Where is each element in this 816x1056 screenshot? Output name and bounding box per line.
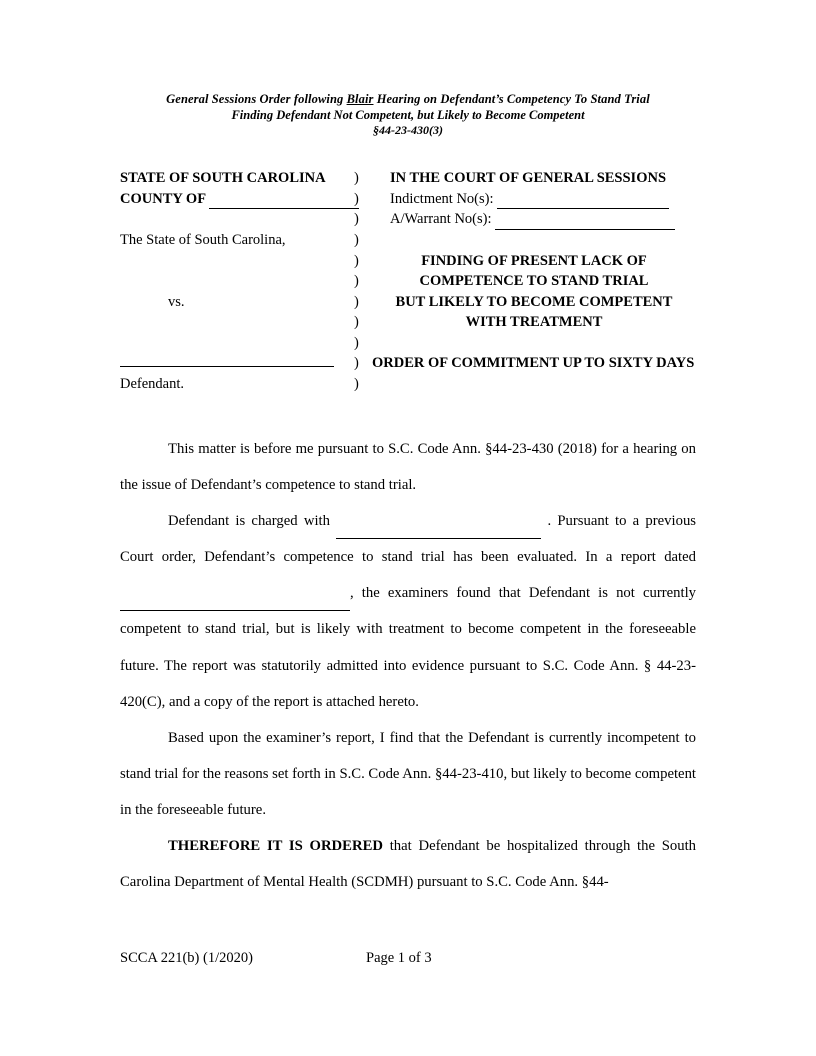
header-line-1-underlined: Blair [346,92,374,106]
caption-paren-column [354,168,372,394]
charge-blank[interactable] [336,525,541,539]
body-paragraph-2 [120,503,696,720]
body-paragraph-3: Based upon the examiner’s report, I find that the Defendant is currently incompetent to stand trial for the reasons set forth in S.C. Code Ann. §44-23-410, but likely to become competent in the foreseeable future. [120,729,696,819]
caption-spacer-5 [120,333,354,354]
page-number: Page 1 of 3 [366,950,432,966]
caption-paren-6: ) [354,273,359,290]
caption-title-line-1: FINDING OF PRESENT LACK OF [421,252,647,269]
caption-spacer-4 [120,312,354,333]
body-p2-part-c: , the examiners found that Defendant is not currently competent to stand trial, but is likely with treatment to become competent in the foreseeable future. The report was statutorily admitted into evidence pursuant to S.C. Code Ann. § 44-23-420(C), and a copy of the report is attached hereto. [120,585,696,710]
warrant-number-blank[interactable] [495,215,675,230]
caption-right-spacer-1 [372,230,696,251]
caption-paren-3: ) [354,211,359,228]
header-line-1-pre: General Sessions Order following [166,92,347,106]
caption-spacer-1 [120,209,354,230]
document-header [120,92,696,138]
caption-county-label: COUNTY OF [120,190,206,207]
caption-court: IN THE COURT OF GENERAL SESSIONS [390,170,667,187]
caption-paren-2: ) [354,190,359,207]
document-content [120,92,696,901]
caption-indictment [372,189,696,210]
caption-indictment-label: Indictment No(s): [390,190,494,207]
caption-defendant-signature-line[interactable] [120,353,354,374]
caption-right-spacer-3 [372,374,696,395]
caption-paren-5: ) [354,252,359,269]
caption-paren-1: ) [354,170,359,187]
caption-right-spacer-2 [372,333,696,354]
caption-right-column [372,168,696,394]
caption-vs: vs. [168,293,185,310]
body-paragraph-1: This matter is before me pursuant to S.C. Code Ann. §44-23-430 (2018) for a hearing on the issue of Defendant’s competence to stand trial. [120,440,696,493]
body-p4-rest: that Defendant be hospitalized through the South Carolina Department of Mental Health (SCDMH) pursuant to S.C. Code Ann. §44- [120,838,696,891]
caption-state: STATE OF SOUTH CAROLINA [120,170,326,187]
body-paragraph-4 [120,828,696,900]
caption-paren-7: ) [354,293,359,310]
caption-county-blank[interactable] [209,195,359,210]
caption-title-line-3: BUT LIKELY TO BECOME COMPETENT [395,293,673,310]
header-line-1 [120,92,696,108]
caption-title-line-2: COMPETENCE TO STAND TRIAL [419,273,649,290]
caption-title-line-4: WITH TREATMENT [465,314,603,331]
header-line-1-post: Hearing on Defendant’s Competency To Stand Trial [373,92,650,106]
case-caption [120,168,696,394]
indictment-number-blank[interactable] [497,195,669,210]
caption-defendant-label: Defendant. [120,376,185,393]
caption-paren-4: ) [354,231,359,248]
caption-spacer-3 [120,271,354,292]
header-line-2: Finding Defendant Not Competent, but Likely to Become Competent [231,107,585,122]
caption-left-column [120,168,354,394]
caption-warrant-label: A/Warrant No(s): [390,211,492,228]
caption-county [120,189,354,210]
therefore-ordered-text: THEREFORE IT IS ORDERED [168,838,383,855]
caption-paren-9: ) [354,334,359,351]
caption-spacer-2 [120,251,354,272]
body-p2-part-a: Defendant is charged with [168,512,330,529]
defendant-name-blank[interactable] [120,365,334,367]
caption-paren-10: ) [354,355,359,372]
header-line-3: §44-23-430(3) [373,123,443,138]
form-number: SCCA 221(b) (1/2020) [120,950,253,966]
caption-plaintiff: The State of South Carolina, [120,231,286,248]
caption-paren-11: ) [354,376,359,393]
caption-order-line: ORDER OF COMMITMENT UP TO SIXTY DAYS [372,355,695,372]
caption-warrant [372,209,696,230]
document-body [120,431,696,901]
body-p2-part-b: . Pursuant to a previous Court order, Defendant’s competence to stand trial has been evaluated. In a report dated [120,512,697,566]
caption-paren-8: ) [354,314,359,331]
report-date-blank[interactable] [120,597,350,611]
